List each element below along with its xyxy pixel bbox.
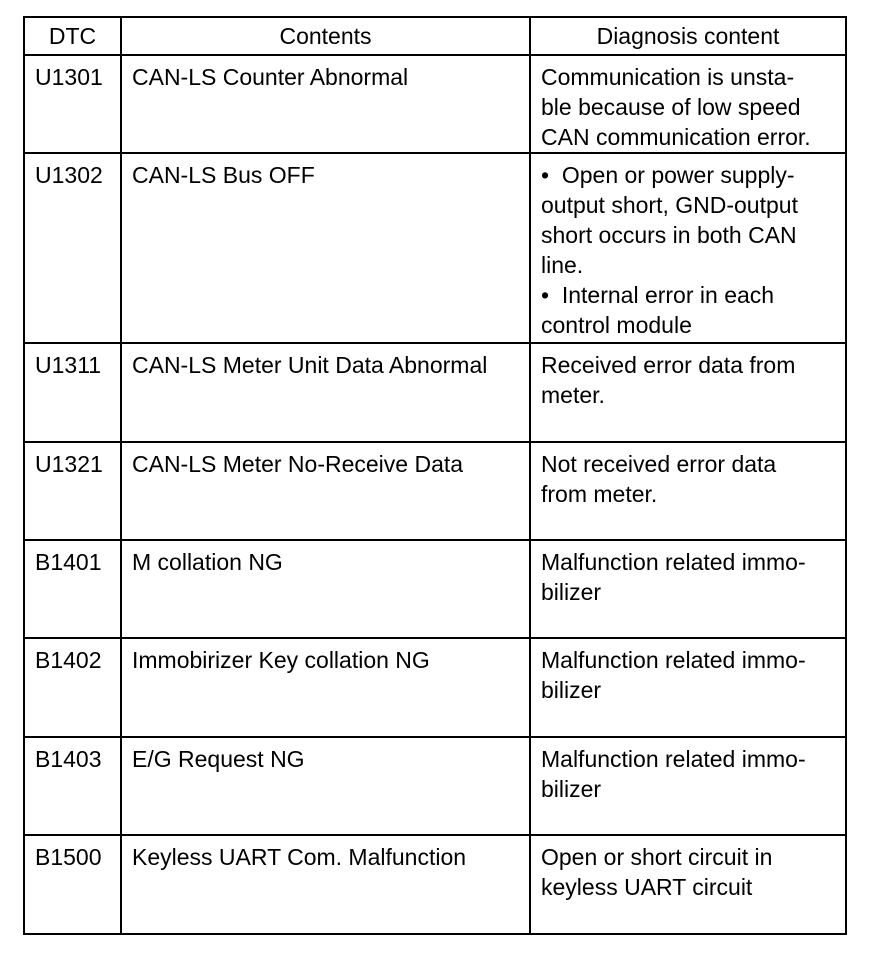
- diagnosis-line: Open or short circuit in: [541, 844, 773, 870]
- dtc-table: [23, 16, 847, 935]
- table-header-row: [24, 17, 846, 55]
- dtc-diagnosis: [530, 153, 846, 343]
- diagnosis-line: meter.: [541, 382, 605, 408]
- diagnosis-line: bilizer: [541, 579, 602, 605]
- header-diagnosis: Diagnosis content: [530, 17, 846, 55]
- diagnosis-bullet: • Internal error in each control module: [541, 280, 835, 340]
- dtc-diagnosis: [530, 638, 846, 737]
- header-dtc: DTC: [24, 17, 121, 55]
- dtc-diagnosis: [530, 737, 846, 835]
- table-row: [24, 153, 846, 343]
- diagnosis-bullet: • Open or power supply-output short, GND-output short occurs in both CAN line.: [541, 160, 835, 280]
- dtc-code: B1402: [24, 638, 121, 737]
- table-row: [24, 343, 846, 442]
- dtc-diagnosis: [530, 343, 846, 442]
- table-row: [24, 442, 846, 540]
- diagnosis-line: Malfunction related immo-: [541, 549, 806, 575]
- diagnosis-line: from meter.: [541, 481, 658, 507]
- table-row: [24, 638, 846, 737]
- diagnosis-line: Malfunction related immo-: [541, 647, 806, 673]
- dtc-contents: CAN-LS Counter Abnormal: [121, 55, 530, 153]
- diagnosis-line: bilizer: [541, 776, 602, 802]
- header-contents: Contents: [121, 17, 530, 55]
- diagnosis-line: Malfunction related immo-: [541, 746, 806, 772]
- diagnosis-line: keyless UART circuit: [541, 874, 753, 900]
- dtc-contents: CAN-LS Bus OFF: [121, 153, 530, 343]
- dtc-code: B1500: [24, 835, 121, 934]
- dtc-code: U1311: [24, 343, 121, 442]
- dtc-contents: CAN-LS Meter No-Receive Data: [121, 442, 530, 540]
- diagnosis-line: CAN communication error.: [541, 124, 811, 150]
- dtc-diagnosis: [530, 55, 846, 153]
- table-row: [24, 835, 846, 934]
- dtc-contents: M collation NG: [121, 540, 530, 638]
- table-row: [24, 55, 846, 153]
- dtc-code: B1401: [24, 540, 121, 638]
- dtc-code: B1403: [24, 737, 121, 835]
- dtc-code: U1302: [24, 153, 121, 343]
- table-row: [24, 737, 846, 835]
- dtc-contents: CAN-LS Meter Unit Data Abnormal: [121, 343, 530, 442]
- dtc-code: U1321: [24, 442, 121, 540]
- dtc-diagnosis: [530, 540, 846, 638]
- dtc-contents: Immobirizer Key collation NG: [121, 638, 530, 737]
- diagnosis-line: ble because of low speed: [541, 94, 801, 120]
- dtc-contents: E/G Request NG: [121, 737, 530, 835]
- dtc-diagnosis: [530, 835, 846, 934]
- dtc-diagnosis: [530, 442, 846, 540]
- diagnosis-line: bilizer: [541, 677, 602, 703]
- dtc-code: U1301: [24, 55, 121, 153]
- diagnosis-line: Not received error data: [541, 451, 777, 477]
- dtc-contents: Keyless UART Com. Malfunction: [121, 835, 530, 934]
- table-row: [24, 540, 846, 638]
- diagnosis-line: Communication is unsta-: [541, 64, 795, 90]
- diagnosis-line: Received error data from: [541, 352, 796, 378]
